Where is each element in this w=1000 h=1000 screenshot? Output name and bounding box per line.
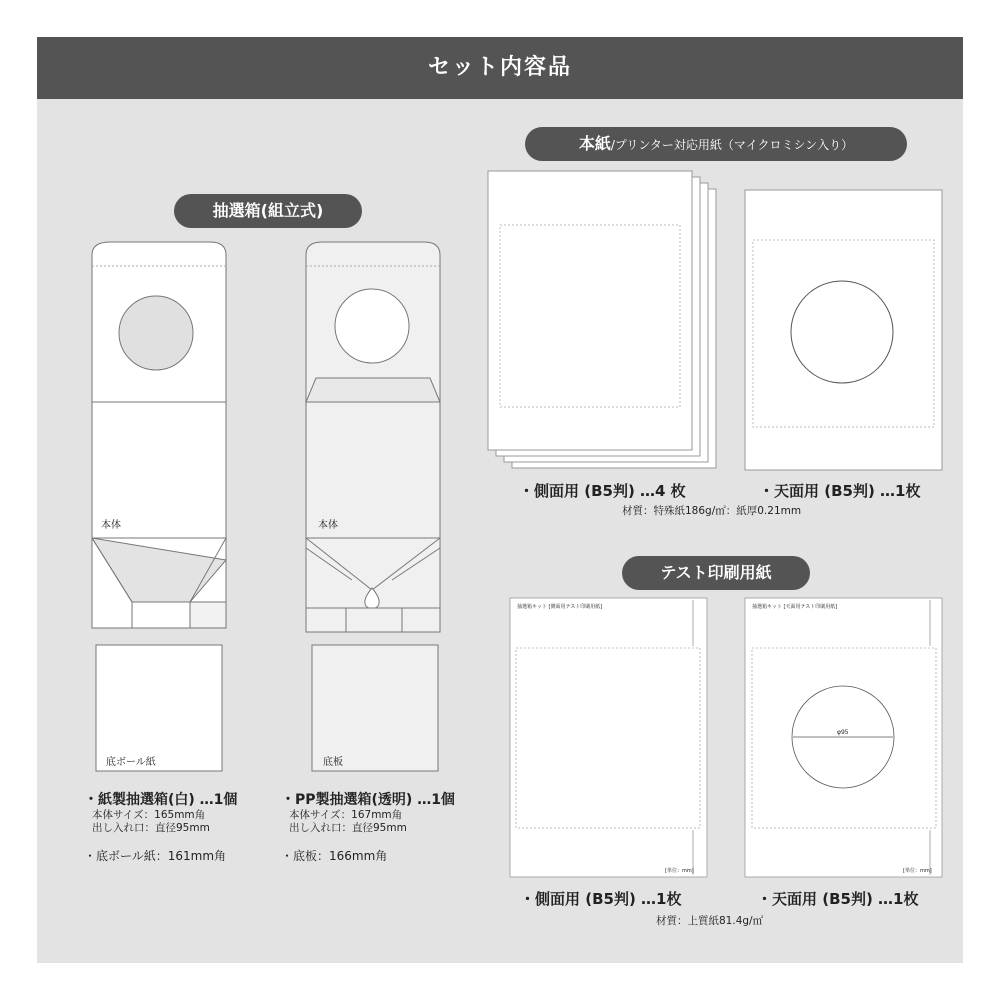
test-top-caption: ・天面用 (B5判) …1枚 [757, 890, 919, 908]
test-top-sheet-header: 抽選箱キット [天面用テスト印刷用紙] [752, 604, 838, 610]
paper-box-opening: 出し入れ口：直径95mm [92, 822, 210, 834]
main-paper-material: 材質：特殊紙186g/㎡：紙厚0.21mm [622, 505, 802, 517]
test-top-sheet [745, 598, 942, 877]
main-side-caption: ・側面用 (B5判) …4 枚 [519, 482, 686, 500]
main-paper-title-main: 本紙 [578, 134, 611, 153]
test-paper-material: 材質：上質紙81.4g/㎡ [656, 915, 764, 927]
pp-box-size: 本体サイズ：167mm角 [289, 809, 403, 821]
test-side-sheet-header: 抽選箱キット [側面用テスト印刷用紙] [517, 604, 603, 610]
test-paper-section-title: テスト印刷用紙 [622, 556, 810, 590]
test-side-unit-label: [単位：mm] [665, 868, 694, 874]
test-circle-label: φ95 [837, 729, 849, 736]
paper-bottom-label: 底ボール紙 [106, 757, 156, 768]
main-top-sheet [745, 190, 942, 470]
page-title: セット内容品 [37, 37, 963, 99]
test-top-unit-label: [単位：mm] [903, 868, 932, 874]
paper-box-size: 本体サイズ：165mm角 [92, 809, 206, 821]
pp-box-diagram [306, 242, 440, 632]
paper-box-body-label: 本体 [101, 520, 121, 531]
main-side-sheets [488, 171, 716, 468]
main-paper-title-sub: /プリンター対応用紙（マイクロミシン入り） [610, 138, 854, 152]
paper-bottom-caption: ・底ボール紙：161mm角 [84, 849, 227, 863]
pp-box-opening: 出し入れ口：直径95mm [289, 822, 407, 834]
lottery-box-section-title: 抽選箱(組立式) [174, 194, 362, 228]
pp-bottom-caption: ・底板：166mm角 [281, 849, 388, 863]
paper-box-caption: ・紙製抽選箱(白) …1個 [84, 792, 238, 808]
paper-box-diagram [92, 242, 226, 628]
test-side-caption: ・側面用 (B5判) …1枚 [520, 890, 682, 908]
test-side-sheet [510, 598, 707, 877]
pp-box-caption: ・PP製抽選箱(透明) …1個 [281, 792, 455, 808]
main-top-caption: ・天面用 (B5判) …1枚 [759, 482, 921, 500]
pp-bottom-label: 底板 [323, 757, 343, 768]
pp-box-body-label: 本体 [318, 520, 338, 531]
